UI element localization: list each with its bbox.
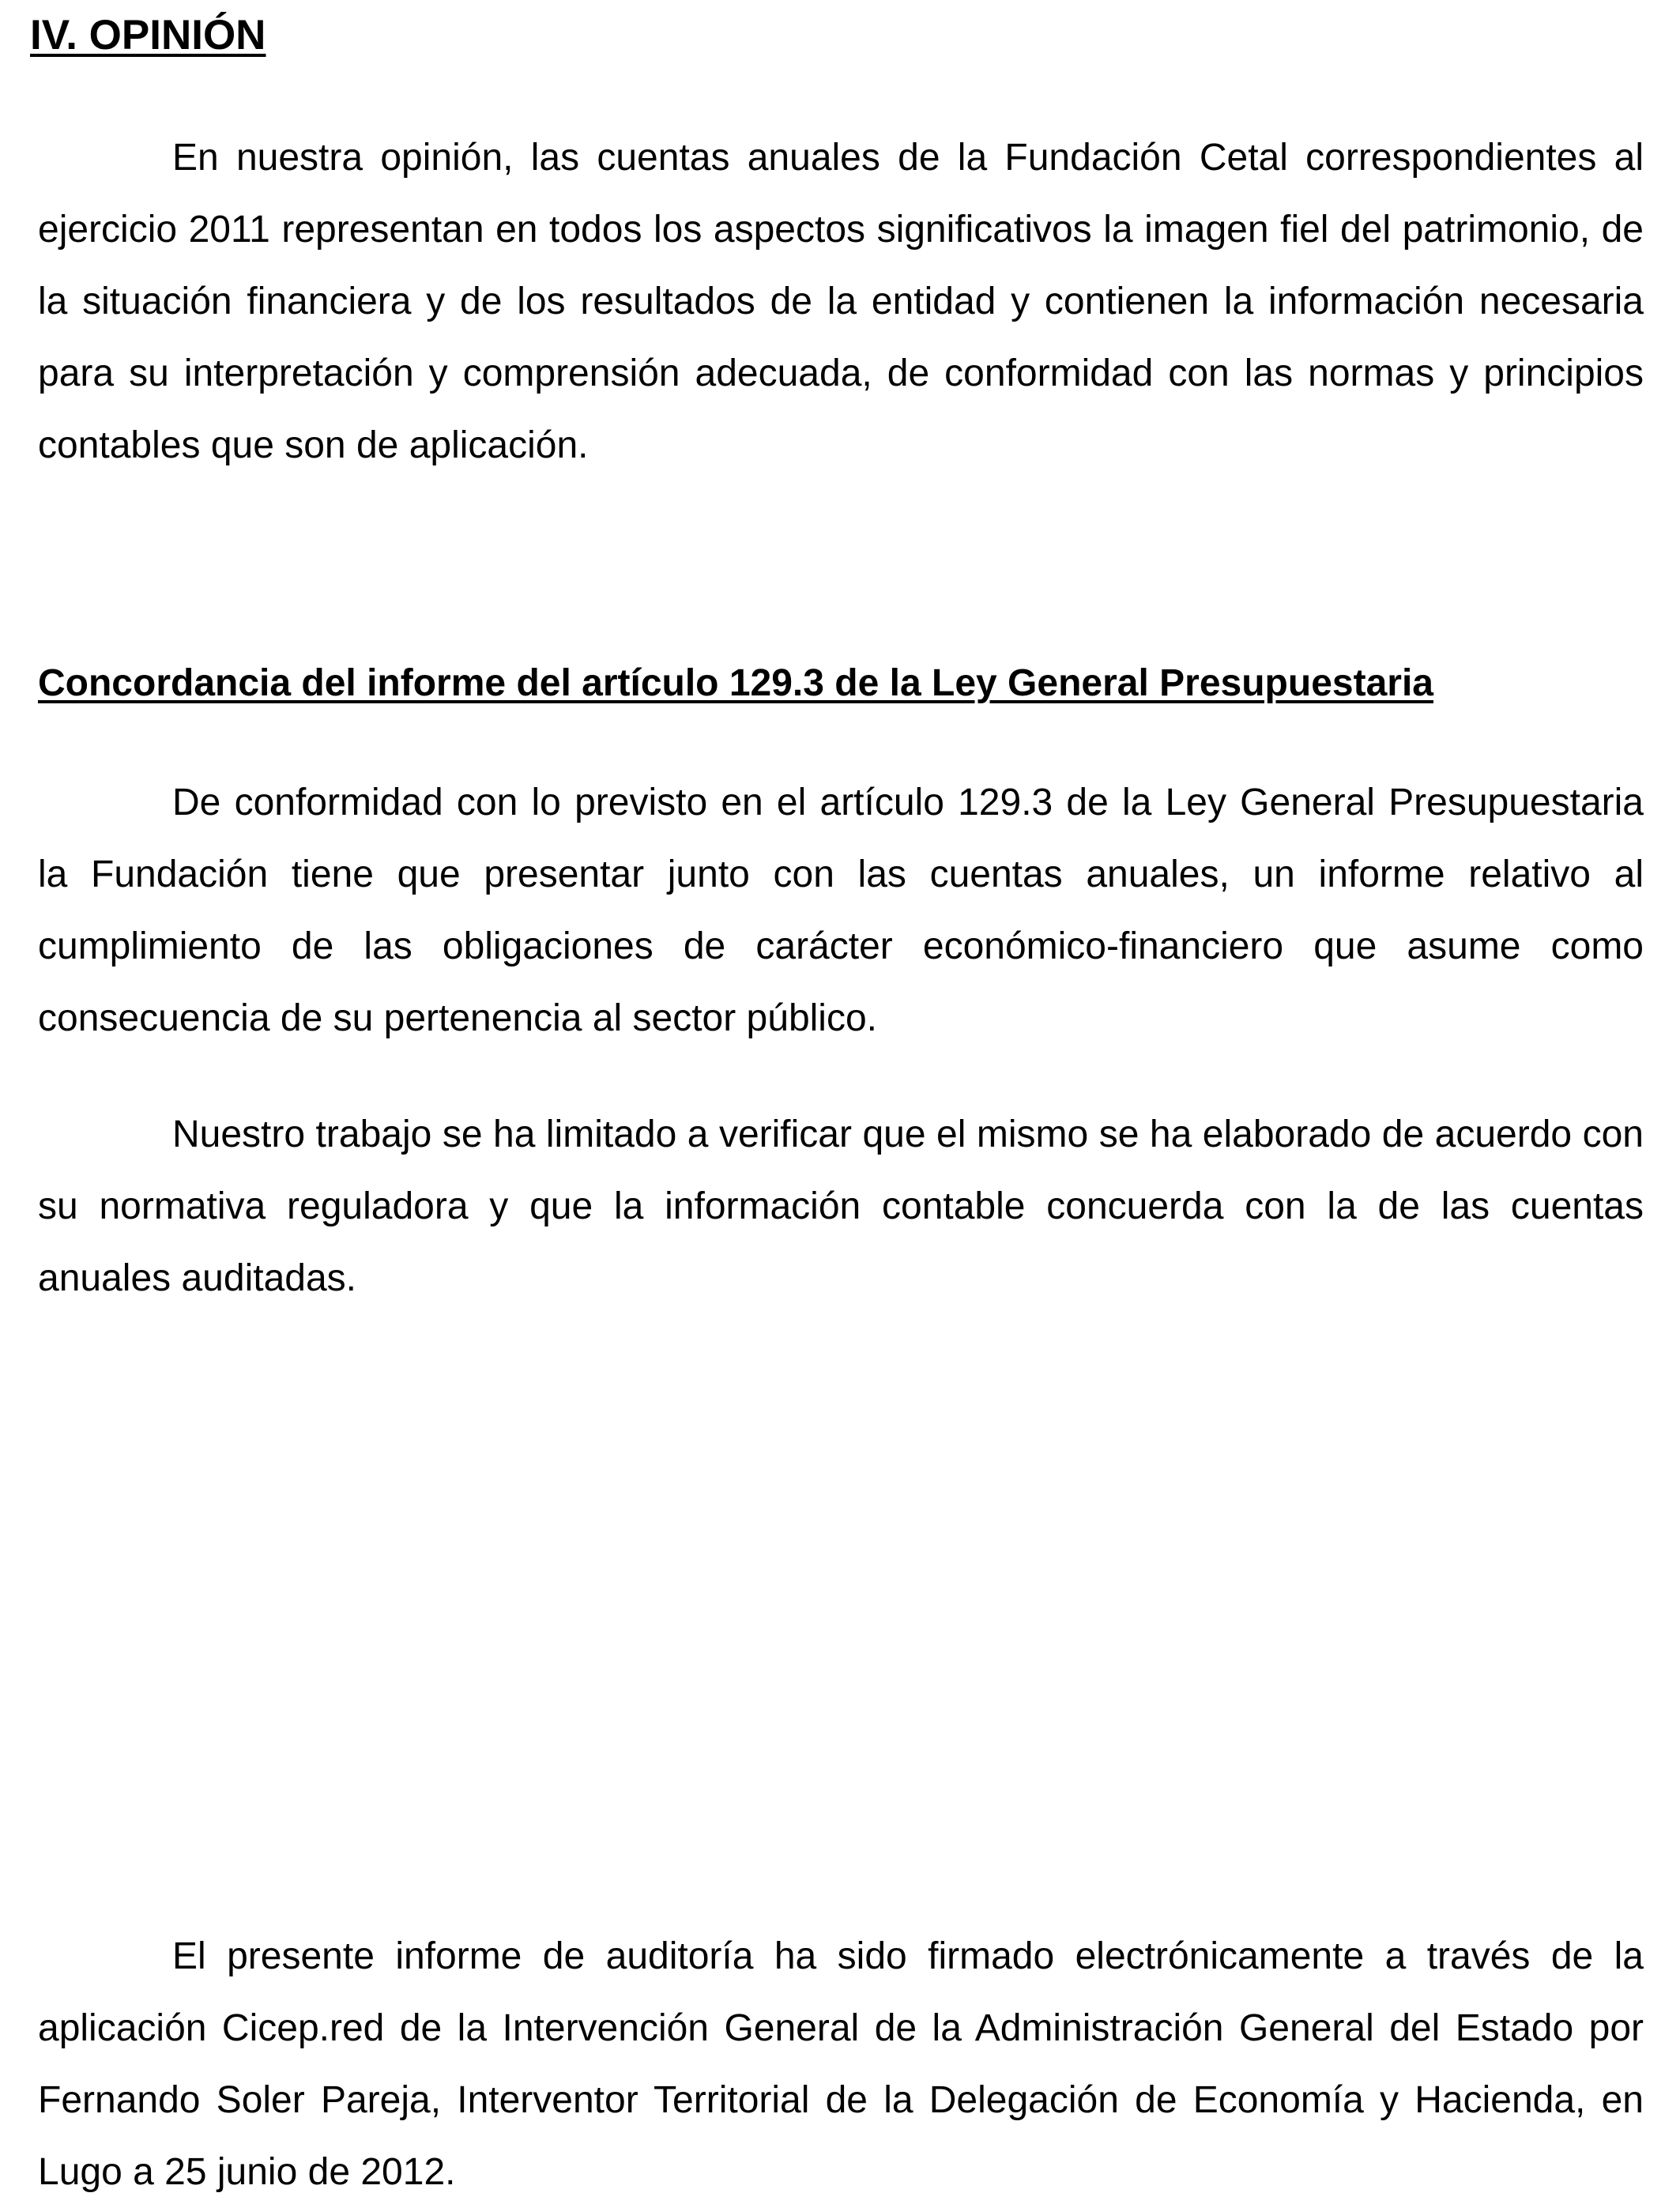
opinion-paragraph: En nuestra opinión, las cuentas anuales de la Fundación Cetal correspondientes al ejercicio 2011 representan en todos los aspectos significativos la imagen fiel del patrimonio, de la situación financiera y de los resultados de la entidad y contienen la información necesaria para su interpretación y comprensión adecuada, de conformidad con las normas y principios contables que son de aplicación. xyxy=(38,137,1644,466)
section-title: IV. OPINIÓN xyxy=(30,12,266,58)
signature-paragraph: El presente informe de auditoría ha sido firmado electrónicamente a través de la aplicación Cicep.red de la Intervención General de la Administración General del Estado por Fernando Soler Pareja, Interventor Territorial de la Delegación de Economía y Hacienda, en Lugo a 25 junio de 2012. xyxy=(38,1935,1644,2193)
concordance-paragraph-1: De conformidad con lo previsto en el artículo 129.3 de la Ley General Presupuestaria la Fundación tiene que presentar junto con las cuentas anuales, un informe relativo al cumplimiento de las obligaciones de carácter económico-financiero que asume como consecuencia de su pertenencia al sector público. xyxy=(38,782,1644,1039)
subsection-title: Concordancia del informe del artículo 129.3 de la Ley General Presupuestaria xyxy=(38,662,1433,704)
concordance-paragraph-2: Nuestro trabajo se ha limitado a verificar que el mismo se ha elaborado de acuerdo con su normativa reguladora y que la información contable concuerda con la de las cuentas anuales auditadas. xyxy=(38,1113,1644,1299)
